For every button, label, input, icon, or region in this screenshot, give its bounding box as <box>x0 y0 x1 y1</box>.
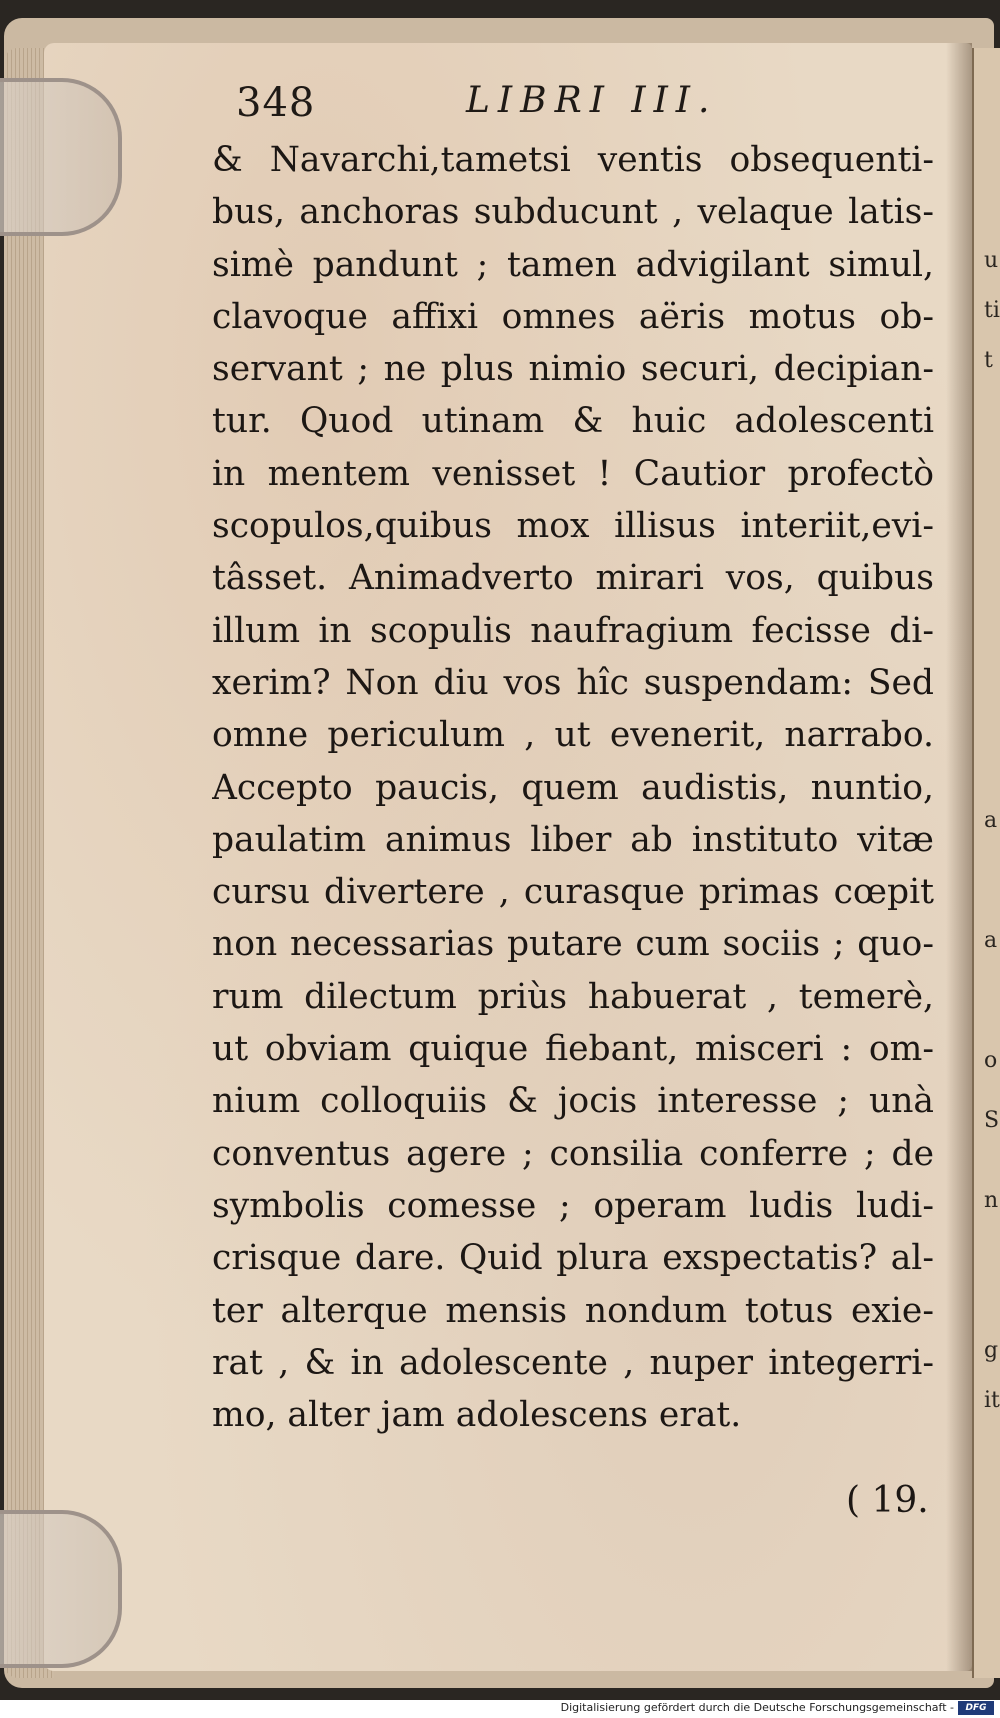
text-line: simè pandunt ; tamen advigilant simul, <box>212 244 934 285</box>
text-line: rum dilectum priùs habuerat , temerè, <box>212 976 934 1017</box>
text-line: xerim? Non diu vos hîc suspendam: Sed <box>212 662 934 703</box>
footer-bar <box>0 1700 1000 1718</box>
text-line: in mentem venisset ! Cautior profectò <box>212 453 934 494</box>
text-line: clavoque affixi omnes aëris motus ob- <box>212 296 934 337</box>
text-line: tâsset. Animadverto mirari vos, quibus <box>212 558 934 599</box>
next-page-fragment: it <box>984 1388 1000 1413</box>
text-line: non necessarias putare cum sociis ; quo- <box>212 924 934 965</box>
next-page-fragment: u <box>984 248 999 273</box>
text-line: crisque dare. Quid plura exspectatis? al- <box>212 1238 934 1279</box>
page-clip-bottom <box>0 1510 122 1668</box>
text-line: & Navarchi,tametsi ventis obsequenti- <box>212 140 934 180</box>
text-line: ut obviam quique fiebant, misceri : om- <box>212 1029 934 1070</box>
next-page-fragment: S <box>984 1108 1000 1133</box>
next-page-fragment: a <box>984 808 998 833</box>
next-page-fragment: o <box>984 1048 998 1073</box>
text-line: nium colloquiis & jocis interesse ; unà <box>212 1081 934 1122</box>
funding-credit: Digitalisierung gefördert durch die Deutsche Forschungsgemeinschaft - <box>560 1701 954 1714</box>
text-line: servant ; ne plus nimio securi, decipian- <box>212 349 934 390</box>
next-page-fragment: n <box>984 1188 999 1213</box>
text-line: scopulos,quibus mox illisus interiit,evi- <box>212 506 934 547</box>
page-clip-top <box>0 78 122 236</box>
text-line: conventus agere ; consilia conferre ; de <box>212 1133 934 1174</box>
text-line: Accepto paucis, quem audistis, nuntio, <box>212 767 934 808</box>
page-number: 348 <box>236 80 316 126</box>
dfg-logo: DFG <box>958 1701 994 1715</box>
gutter-shadow <box>946 43 972 1671</box>
next-page-fragment: t <box>984 348 993 373</box>
next-page-fragment: ti <box>984 298 1000 323</box>
next-page-edge <box>972 48 1000 1678</box>
body-text <box>212 134 934 1441</box>
page-header <box>236 80 736 130</box>
text-line: illum in scopulis naufragium fecisse di- <box>212 610 934 651</box>
text-line: cursu divertere , curasque primas cœpit <box>212 872 934 913</box>
next-page-fragment: a <box>984 928 998 953</box>
next-page-fragment: g <box>984 1338 999 1363</box>
text-line: tur. Quod utinam & huic adolescenti <box>212 401 934 442</box>
text-line: paulatim animus liber ab instituto vitæ <box>212 819 934 860</box>
text-line: rat , & in adolescente , nuper integerri- <box>212 1342 934 1383</box>
text-line: ter alterque mensis nondum totus exie- <box>212 1290 934 1331</box>
text-line: symbolis comesse ; operam ludis ludi- <box>212 1185 934 1226</box>
text-line: bus, anchoras subducunt , velaque latis- <box>212 192 934 233</box>
running-head: LIBRI III. <box>466 80 718 121</box>
text-line: mo, alter jam adolescens erat. <box>212 1395 742 1436</box>
catchword: ( 19. <box>846 1480 929 1521</box>
text-line: omne periculum , ut evenerit, narrabo. <box>212 715 934 756</box>
